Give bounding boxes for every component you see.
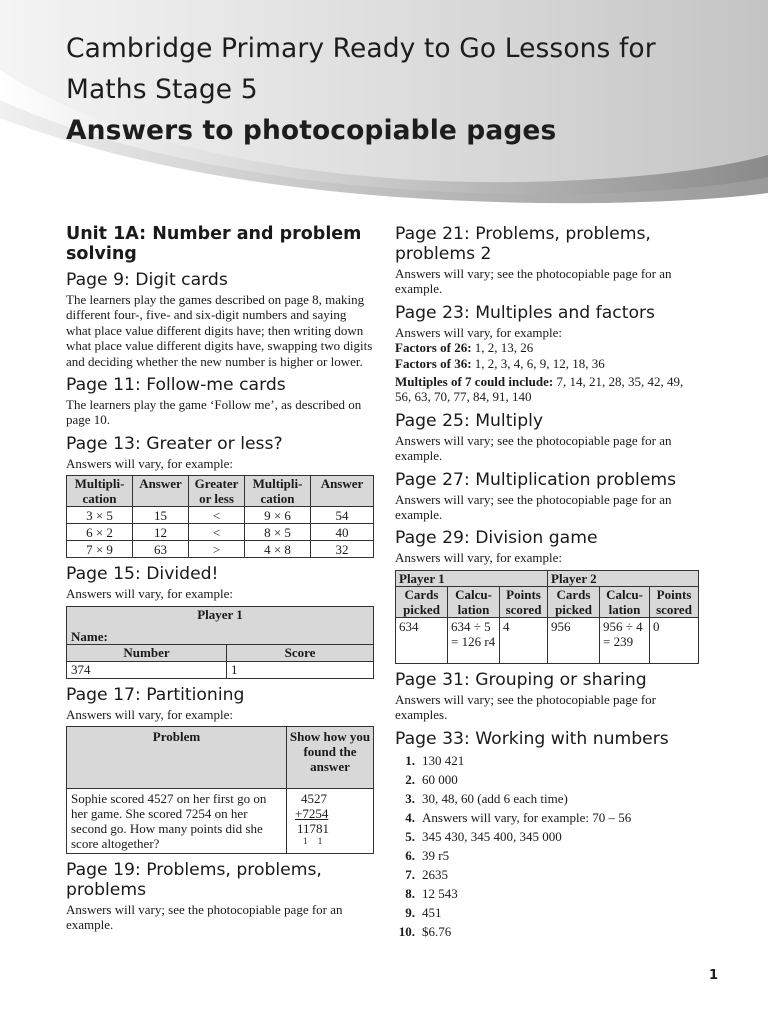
left-column [66,224,374,933]
item-number: 10. [398,923,415,939]
factors-26-label: Factors of 26: [395,340,472,356]
table-header-cell: Points scored [500,586,548,617]
addend-bottom: +7254 [295,806,329,822]
item-answer: 451 [422,904,442,920]
section-title-page-21: Page 21: Problems, problems, problems 2 [395,224,651,264]
list-item [395,751,699,770]
item-number: 5. [405,828,415,844]
table-cell: > [189,541,245,558]
list-item [395,884,699,903]
table-row [396,617,699,663]
table-cell: 54 [311,507,374,524]
item-number: 1. [405,752,415,768]
item-answer: 12 543 [422,885,458,901]
section-text-page-27: Answers will vary; see the photocopiable page for an example. [395,491,672,523]
section-title-page-25: Page 25: Multiply [395,410,544,431]
divided-score-table [66,606,374,679]
section-intro-page-29: Answers will vary, for example: [395,550,563,566]
section-title-page-29: Page 29: Division game [395,528,598,549]
factors-26-line [395,340,699,355]
header-banner [0,0,768,205]
section-title-page-27: Page 27: Multiplication problems [395,469,677,490]
table-header-cell: Multipli-cation [245,476,311,507]
table-cell: 1 [227,661,374,678]
item-answer: 2635 [422,866,448,882]
table-header-cell: Problem [67,727,287,789]
item-number: 4. [405,809,415,825]
greater-or-less-table [66,475,374,558]
table-cell: Sophie scored 4527 on her first go on her game. She scored 7254 on her second go. How many points did she score altogether? [67,789,287,854]
item-number: 6. [405,847,415,863]
section-title-page-13: Page 13: Greater or less? [66,433,283,454]
table-cell: 634 [396,617,448,663]
table-row [67,789,374,854]
section-intro-page-15: Answers will vary, for example: [66,586,234,602]
factors-36-label: Factors of 36: [395,355,472,371]
partitioning-table [66,726,374,854]
item-answer: 39 r5 [422,847,450,863]
addend-top: 4527 [301,791,327,807]
list-item [395,846,699,865]
item-answer: 345 430, 345 400, 345 000 [422,828,562,844]
item-number: 9. [405,904,415,920]
table-cell: 32 [311,541,374,558]
table-cell: 12 [133,524,189,541]
item-answer: Answers will vary, for example: 70 – 56 [422,809,632,825]
table-header-cell: Cards picked [396,586,448,617]
title-line-3: Answers to photocopiable pages [66,115,557,146]
list-item [395,770,699,789]
table-cell: 3 × 5 [67,507,133,524]
section-text-page-9: The learners play the games described on page 8, making different four-, five- and six-digit numbers and saying what place value different digits have; then writing down what place value different digits have, swapping two digits and deciding whether the new number is higher or lower. [66,292,373,369]
division-game-table [395,570,699,664]
player-header-cell [67,606,374,644]
table-cell: 8 × 5 [245,524,311,541]
table-cell: 634 ÷ 5 = 126 r4 [448,617,500,663]
item-number: 7. [405,866,415,882]
player-1-header: Player 1 [396,570,548,586]
table-header-cell: Cards picked [548,586,600,617]
section-title-page-33: Page 33: Working with numbers [395,728,669,749]
item-number: 3. [405,790,415,806]
answers-list [395,751,699,941]
table-cell: 40 [311,524,374,541]
section-text-page-11: The learners play the game ‘Follow me’, as described on page 10. [66,397,362,428]
factors-26-value: 1, 2, 13, 26 [474,340,534,356]
table-cell: 0 [650,617,699,663]
section-title-page-17: Page 17: Partitioning [66,684,245,705]
column-addition [291,791,369,846]
player-2-header: Player 2 [548,570,699,586]
table-header-row [396,570,699,586]
player-label: Player 1 [197,606,243,622]
table-cell: 956 ÷ 4 = 239 [600,617,650,663]
table-cell: 956 [548,617,600,663]
table-header-cell: Calcu-lation [600,586,650,617]
factors-36-line [395,356,699,371]
list-item [395,922,699,941]
table-header-row [67,606,374,644]
table-cell: 4 [500,617,548,663]
section-title-page-19: Page 19: Problems, problems, problems [66,860,322,901]
table-header-row [67,727,374,789]
section-title-page-31: Page 31: Grouping or sharing [395,669,647,690]
table-header-cell: Multipli-cation [67,476,133,507]
section-text-page-19: Answers will vary; see the photocopiable page for an example. [66,902,343,933]
item-answer: $6.76 [422,923,452,939]
carry-digits: 1 1 [303,836,327,847]
name-label: Name: [71,628,108,644]
table-header-cell: Score [227,644,374,661]
factors-36-value: 1, 2, 3, 4, 6, 9, 12, 18, 36 [474,355,605,371]
table-cell: 374 [67,661,227,678]
table-cell [287,789,374,854]
item-answer: 130 421 [422,752,465,768]
item-number: 8. [405,885,415,901]
page-title-block [66,28,746,151]
list-item [395,808,699,827]
item-answer: 60 000 [422,771,458,787]
table-header-row [67,644,374,661]
item-number: 2. [405,771,415,787]
table-header-row [396,586,699,617]
page-number: 1 [708,968,718,983]
table-header-cell: Points scored [650,586,699,617]
section-intro-page-17: Answers will vary, for example: [66,706,234,722]
right-column [395,224,699,941]
unit-title: Unit 1A: Number and problem solving [66,224,362,264]
section-title-page-11: Page 11: Follow-me cards [66,375,286,396]
table-header-cell: Answer [311,476,374,507]
item-answer: 30, 48, 60 (add 6 each time) [422,790,568,806]
table-cell: 7 × 9 [67,541,133,558]
table-row [67,507,374,524]
table-cell: 15 [133,507,189,524]
section-text-page-25: Answers will vary; see the photocopiable page for an example. [395,432,672,464]
section-intro-page-13: Answers will vary, for example: [66,455,234,471]
table-header-cell: Number [67,644,227,661]
table-cell: 4 × 8 [245,541,311,558]
sum-result: 11781 [297,821,330,837]
multiples-7-line [395,374,699,405]
table-header-cell: Show how you found the answer [287,727,374,789]
multiples-7-value: 7, 14, 21, 28, 35, 42, 49, 56, 63, 70, 77, 84, 91, 140 [395,374,684,405]
multiples-7-label: Multiples of 7 could include: [395,374,554,390]
list-item [395,903,699,922]
table-header-row [67,476,374,507]
section-text-page-21: Answers will vary; see the photocopiable page for an example. [395,266,672,297]
table-row [67,524,374,541]
table-header-cell: Answer [133,476,189,507]
table-cell: 63 [133,541,189,558]
title-line-2: Maths Stage 5 [66,74,258,105]
table-cell: < [189,524,245,541]
list-item [395,789,699,808]
table-cell: 6 × 2 [67,524,133,541]
table-cell: < [189,507,245,524]
table-row [67,661,374,678]
section-title-page-9: Page 9: Digit cards [66,270,228,290]
list-item [395,827,699,846]
section-title-page-15: Page 15: Divided! [66,564,219,585]
section-intro-page-23: Answers will vary, for example: [395,324,563,340]
section-title-page-23: Page 23: Multiples and factors [395,302,655,323]
list-item [395,865,699,884]
table-header-cell: Calcu-lation [448,586,500,617]
table-row [67,541,374,558]
title-line-1: Cambridge Primary Ready to Go Lessons for [66,33,656,64]
table-header-cell: Greater or less [189,476,245,507]
section-text-page-31: Answers will vary; see the photocopiable page for examples. [395,691,657,723]
table-cell: 9 × 6 [245,507,311,524]
